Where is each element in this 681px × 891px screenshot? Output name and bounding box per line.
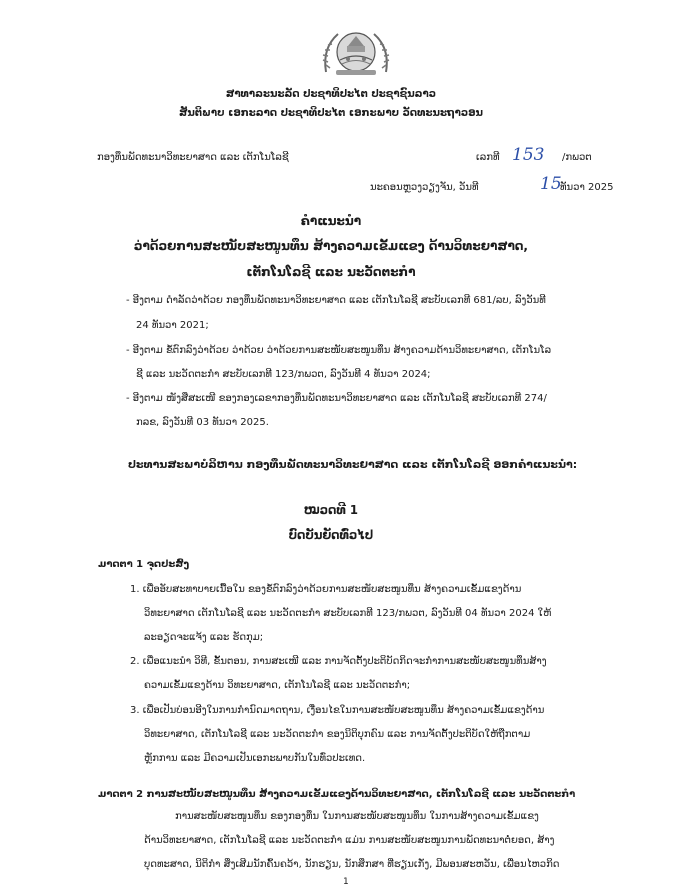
country-name: ສາທາລະນະລັດ ປະຊາທິປະໄຕ ປະຊາຊົນລາວ [225,88,437,100]
article-1-item-3-line3: ຫຼັກການ ແລະ ມີຄວາມເປັນເອກະພາບກັນໃນທົ່ວປະເທດ. [144,753,366,764]
ministry-name: ກອງທຶນພັດທະນາວິທະຍາສາດ ແລະ ເຕັກໂນໂລຊີ [97,152,289,163]
article-2-line1: ການສະໜັບສະໜູນທຶນ ຂອງກອງທຶນ ໃນການສະໜັບສະໜູນທຶນ ໃນການສ້າງຄວາມເຂັ້ມແຂງ [175,811,539,822]
reference-2-line2: ຊີ ແລະ ນະວັດຕະກຳ ສະບັບເລກທີ 123/ກພວຕ, ລົງວັນທີ 4 ທັນວາ 2024; [136,369,431,380]
chapter-number: ໝວດທີ 1 [303,503,359,517]
document-number-suffix: /ກພວຕ [562,152,592,163]
issue-location-date: ນະຄອນຫຼວງວຽງຈັນ, ວັນທີ [370,182,479,193]
article-1-heading: ມາດຕາ 1 ຈຸດປະສົງ [98,559,190,570]
reference-3-line2: ກລຂ, ລົງວັນທີ 03 ທັນວາ 2025. [136,417,269,428]
issue-month-year: ທັນວາ 2025 [560,182,614,193]
reference-2-line1: - ອີງຕາມ ຂໍ້ຕົກລົງວ່າດ້ວຍ ວ່າດ້ວຍ ວ່າດ້ວຍການສະໜັບສະໜູນທຶນ ສ້າງຄວາມດ້ານວິທະຍາສາດ, ເຕັກໂນໂລ [126,345,552,356]
issue-day-handwritten: 15 [540,174,562,194]
reference-1-line2: 24 ທັນວາ 2021; [136,320,209,331]
article-1-item-1-line2: ວິທະຍາສາດ ເຕັກໂນໂລຊີ ແລະ ນະວັດຕະກຳ ສະບັບເລກທີ 123/ກພວຕ, ລົງວັນທີ 04 ທັນວາ 2024 ໃຫ້ [144,608,552,619]
article-1-item-1-line1: 1. ເພື່ອອັບສະທາບາຍເນື້ອໃນ ຂອງຂໍ້ຕົກລົງວ່າດ້ວຍການສະໜັບສະໜູນທຶນ ສ້າງຄວາມເຂັ້ມແຂງດ້ານ [130,584,522,595]
document-number-label: ເລກທີ [476,152,500,163]
article-1-item-1-line3: ລະອຽດຈະແຈ້ງ ແລະ ຮັດກຸມ; [144,632,264,643]
issuer-statement: ປະທານສະພາບໍລິຫານ ກອງທຶນພັດທະນາວິທະຍາສາດ ແລະ ເຕັກໂນໂລຊີ ອອກຄຳແນະນຳ: [128,458,578,471]
article-1-item-2-line2: ຄວາມເຂັ້ມແຂງດ້ານ ວິທະຍາສາດ, ເຕັກໂນໂລຊີ ແລະ ນະວັດຕະກຳ; [144,680,411,691]
document-title-line2: ເຕັກໂນໂລຊີ ແລະ ນະວັດຕະກຳ [246,264,416,279]
article-1-item-3-line2: ວິທະຍາສາດ, ເຕັກໂນໂລຊີ ແລະ ນະວັດຕະກຳ ຂອງນິຕິບຸກຄົນ ແລະ ການຈັດຕັ້ງປະຕິບັດໃຫ້ຖືກຕາມ [144,729,531,740]
reference-3-line1: - ອີງຕາມ ໜັງສືສະເໜີ ຂອງກອງເລຂາກອງທຶນພັດທະນາວິທະຍາສາດ ແລະ ເຕັກໂນໂລຊີ ສະບັບເລກທີ 274/ [126,393,547,404]
article-1-item-2-line1: 2. ເພື່ອແນະນຳ ວິທີ, ຂັ້ນຕອນ, ການສະເໜີ ແລະ ການຈັດຕັ້ງປະຕິບັດກິດຈະກຳການສະໜັບສະໜູນທຶນສ້າງ [130,656,547,667]
document-number-handwritten: 153 [512,145,545,165]
article-2-line3: ບຸດທະສາດ, ນິຕິກຳ ສິ່ງເສີມນັກຄົ້ນຄວ້າ, ນັກຮຽນ, ນັກສຶກສາ ທີ່ຮຽນເກັ່ງ, ມີພອນສະຫວັນ, ເພື່ອນໄຫວກິດ [144,859,560,870]
article-2-heading: ມາດຕາ 2 ການສະໜັບສະໜູນທຶນ ສ້າງຄວາມເຂັ້ມແຂງດ້ານວິທະຍາສາດ, ເຕັກໂນໂລຊີ ແລະ ນະວັດຕະກຳ [98,789,576,800]
country-motto: ສັນຕິພາບ ເອກະລາດ ປະຊາທິປະໄຕ ເອກະພາບ ວັດທະນະຖາວອນ [178,107,483,119]
reference-1-line1: - ອີງຕາມ ດຳລັດວ່າດ້ວຍ ກອງທຶນພັດທະນາວິທະຍາສາດ ແລະ ເຕັກໂນໂລຊີ ສະບັບເລກທີ 681/ລບ, ລົງວັນທີ [126,295,546,306]
article-2-line2: ດ້ານວິທະຍາສາດ, ເຕັກໂນໂລຊີ ແລະ ນະວັດຕະກຳ ແມ່ນ ການສະໜັບສະໜູນການພັດທະນາຕໍ່ຍອດ, ສ້າງ [144,835,555,846]
page-number: 1 [343,877,349,887]
document-type: ຄຳແນະນຳ [300,213,362,228]
document-title-line1: ວ່າດ້ວຍການສະໜັບສະໜູນທຶນ ສ້າງຄວາມເຂັ້ມແຂງ ດ້ານວິທະຍາສາດ, [133,238,529,253]
chapter-title: ບົດບັນຍັດທົ່ວໄປ [288,528,374,542]
national-emblem-icon [318,22,394,78]
article-1-item-3-line1: 3. ເພື່ອເປັນບ່ອນອີງໃນການກຳນົດມາດຖານ, ເງື່ອນໄຂໃນການສະໜັບສະໜູນທຶນ ສ້າງຄວາມເຂັ້ມແຂງດ້ານ [130,705,545,716]
